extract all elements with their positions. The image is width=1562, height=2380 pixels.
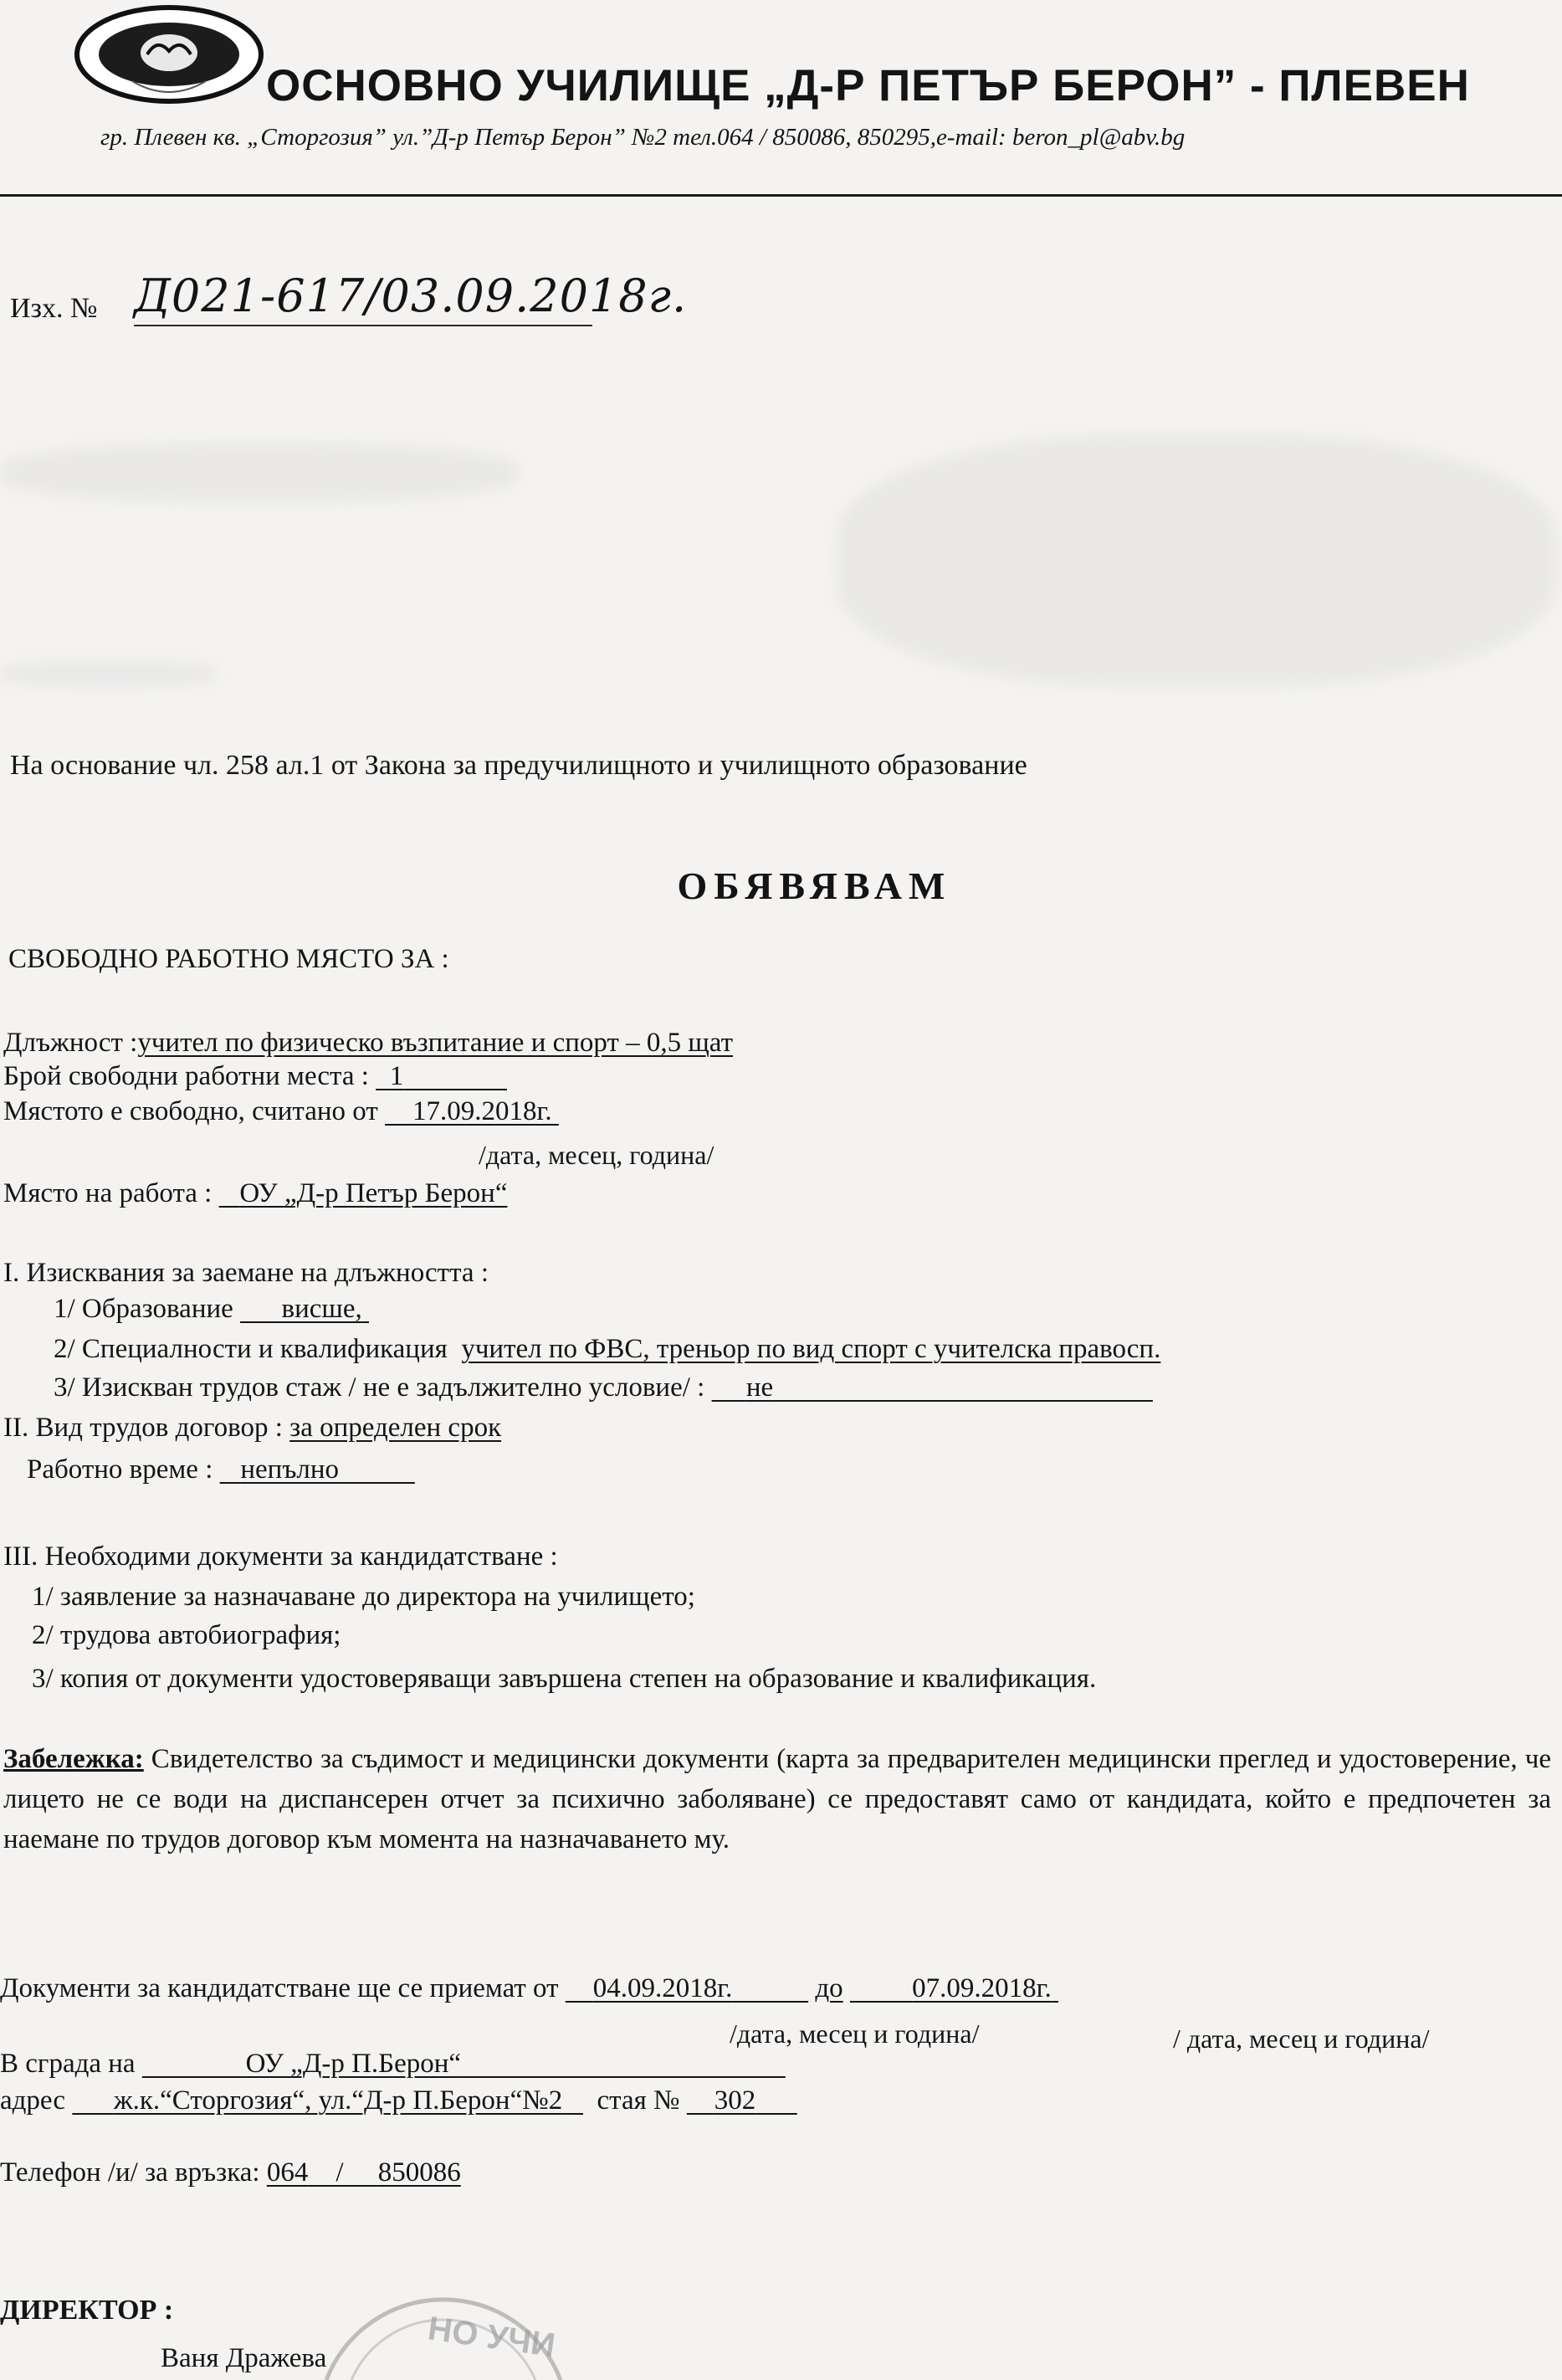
contract-row bbox=[3, 1413, 501, 1444]
position-label: Длъжност : bbox=[3, 1028, 138, 1058]
phone-label: Телефон /и/ за връзка: bbox=[0, 2157, 260, 2188]
address-label: адрес bbox=[0, 2085, 66, 2116]
requirement-experience-row bbox=[54, 1372, 1153, 1403]
document-item: 1/ заявление за назначаване до директора на училището; bbox=[32, 1582, 695, 1612]
legal-basis: На основание чл. 258 ал.1 от Закона за предучилищното и училищното образование bbox=[10, 750, 1027, 781]
position-value: учител по физическо възпитание и спорт – 0,5 щат bbox=[137, 1028, 734, 1058]
address-value: ж.к.“Сторгозия“, ул.“Д-р П.Берон“№2 bbox=[113, 2085, 563, 2116]
req1-value: висше, bbox=[281, 1294, 362, 1324]
requirement-specialty-row bbox=[54, 1334, 1160, 1365]
phone-row bbox=[0, 2157, 461, 2188]
req1-label: 1/ Образование bbox=[54, 1294, 233, 1324]
worktime-row bbox=[27, 1454, 415, 1485]
reference-underline bbox=[134, 325, 592, 326]
application-hint-from: /дата, месец и година/ bbox=[730, 2018, 980, 2049]
phone-value: 064 / 850086 bbox=[266, 2157, 461, 2188]
contract-value: за определен срок bbox=[289, 1413, 502, 1443]
req3-label: 3/ Изискван трудов стаж / не е задължително условие/ : bbox=[54, 1372, 705, 1403]
count-label: Брой свободни работни места : bbox=[3, 1061, 369, 1091]
stamp-text: НО УЧИ bbox=[425, 2310, 558, 2365]
address-row bbox=[0, 2085, 797, 2116]
vacancy-title: СВОБОДНО РАБОТНО МЯСТО ЗА : bbox=[8, 944, 449, 974]
school-name: ОСНОВНО УЧИЛИЩЕ „Д-Р ПЕТЪР БЕРОН” - ПЛЕВЕН bbox=[266, 61, 1470, 110]
application-from: 04.09.2018г. bbox=[592, 1973, 733, 2003]
req2-label: 2/ Специалности и квалификация bbox=[54, 1334, 448, 1364]
building-value: ОУ „Д-р П.Берон“ bbox=[245, 2049, 462, 2079]
workplace-label: Място на работа : bbox=[3, 1178, 213, 1208]
workplace-value: ОУ „Д-р Петър Берон“ bbox=[239, 1178, 508, 1208]
reference-number-handwritten: Д021-617/03.09.2018г. bbox=[134, 269, 688, 322]
workplace-row bbox=[3, 1178, 507, 1209]
application-row bbox=[0, 1973, 1058, 2004]
room-value: 302 bbox=[714, 2085, 756, 2116]
room-label: стая № bbox=[597, 2085, 680, 2116]
director-title: ДИРЕКТОР : bbox=[0, 2295, 174, 2326]
application-to-label: до bbox=[815, 1973, 843, 2003]
date-hint: /дата, месец, година/ bbox=[479, 1140, 714, 1170]
director-name: Ваня Дражева bbox=[161, 2343, 327, 2373]
note-label: Забележка: bbox=[3, 1744, 144, 1774]
position-row bbox=[3, 1028, 733, 1059]
note-paragraph bbox=[3, 1739, 1551, 1859]
requirements-title: I. Изисквания за заемане на длъжността : bbox=[3, 1258, 489, 1288]
building-label: В сграда на bbox=[0, 2049, 136, 2079]
note-text: Свидетелство за съдимост и медицински документи (карта за предварителен медицински преглед и удостоверение, че лицето не се води на диспансерен отчет за психично заболяване) се предоставят само от кандидата, който е предпочетен за наемане по трудов договор към момента на назначаването му. bbox=[3, 1744, 1551, 1854]
school-stamp bbox=[310, 2272, 577, 2380]
free-from-row bbox=[3, 1096, 559, 1127]
school-address: гр. Плевен кв. „Сторгозия” ул.”Д-р Петър Берон” №2 тел.064 / 850086, 850295,e-mail: beron_pl@abv.bg bbox=[100, 124, 1186, 151]
contract-label: II. Вид трудов договор : bbox=[3, 1413, 283, 1443]
worktime-label: Работно време : bbox=[27, 1454, 213, 1485]
header-divider bbox=[0, 194, 1562, 197]
announcement-heading: ОБЯВЯВАМ bbox=[677, 864, 952, 907]
redacted-area bbox=[837, 435, 1556, 686]
building-row bbox=[0, 2049, 786, 2080]
worktime-value: непълно bbox=[240, 1454, 340, 1485]
requirement-education-row bbox=[54, 1294, 369, 1325]
school-logo bbox=[74, 4, 264, 105]
req2-value: учител по ФВС, треньор по вид спорт с учителска правосп. bbox=[461, 1334, 1161, 1364]
document-item: 2/ трудова автобиография; bbox=[32, 1620, 341, 1650]
application-hint-to: / дата, месец и година/ bbox=[1173, 2024, 1430, 2054]
application-to: 07.09.2018г. bbox=[912, 1973, 1052, 2003]
redacted-area bbox=[0, 661, 218, 686]
reference-label: Изх. № bbox=[10, 293, 98, 324]
application-label: Документи за кандидатстване ще се приемат от bbox=[0, 1973, 559, 2003]
free-from-label: Мястото е свободно, считано от bbox=[3, 1096, 378, 1126]
document-item: 3/ копия от документи удостоверяващи завършена степен на образование и квалификация. bbox=[32, 1664, 1097, 1694]
documents-title: III. Необходими документи за кандидатстване : bbox=[3, 1541, 558, 1572]
free-from-value: 17.09.2018г. bbox=[412, 1096, 552, 1126]
count-row bbox=[3, 1061, 507, 1092]
req3-value: не bbox=[745, 1372, 774, 1403]
count-value: 1 bbox=[389, 1061, 404, 1091]
redacted-area bbox=[0, 444, 519, 502]
